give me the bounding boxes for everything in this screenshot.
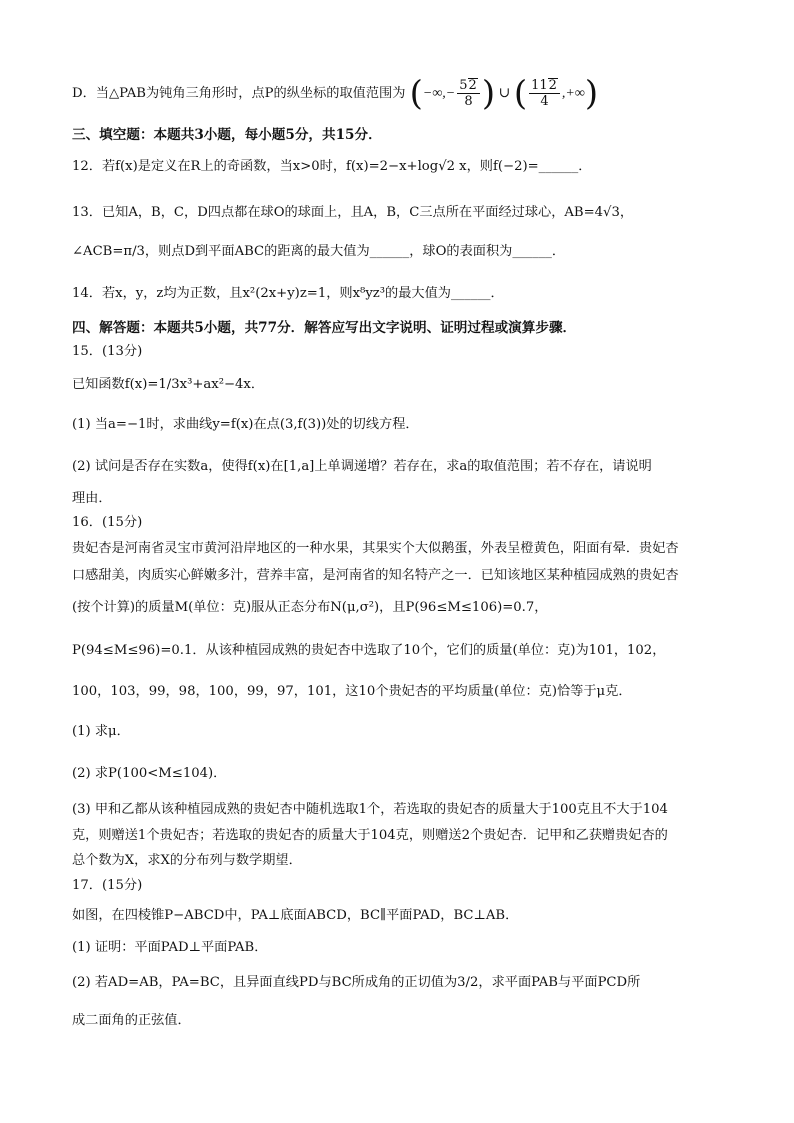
question-14: 14．若x，y，z均为正数，且x²(2x+y)z=1，则x⁸yz³的最大值为______． — [72, 286, 504, 301]
option-d-interval: (−∞,− $\frac{52}{8}$ ) ∪ ( $\frac{112}{4}$ ,+∞) — [409, 73, 599, 114]
question-16-stem-line1: 贵妃杏是河南省灵宝市黄河沿岸地区的一种水果，其果实个大似鹅蛋，外表呈橙黄色，阳面有晕．贵妃杏 — [72, 541, 679, 556]
question-16-stem-line3: (按个计算)的质量M(单位：克)服从正态分布N(μ,σ²)，且P(96≤M≤106)=0.7， — [72, 600, 548, 615]
option-d — [72, 73, 599, 114]
section3-header: 三、填空题：本题共3小题，每小题5分，共15分． — [72, 127, 382, 143]
question-15-part1: (1) 当a=−1时，求曲线y=f(x)在点(3,f(3))处的切线方程． — [72, 417, 419, 432]
option-d-text: D．当△PAB为钝角三角形时，点P的纵坐标的取值范围为 — [72, 86, 406, 101]
question-15-part2-line2: 理由． — [72, 491, 112, 506]
question-17-part1: (1) 证明：平面PAD⊥平面PAB． — [72, 940, 268, 955]
question-16-part2: (2) 求P(100<M≤104)． — [72, 766, 227, 781]
section4-header: 四、解答题：本题共5小题，共77分．解答应写出文字说明、证明过程或演算步骤． — [72, 320, 577, 336]
question-16-stem-line5: 100，103，99，98，100，99，97，101，这10个贵妃杏的平均质量(单位：克)恰等于μ克． — [72, 684, 632, 699]
question-16-stem-line4: P(94≤M≤96)=0.1．从该种植园成熟的贵妃杏中选取了10个，它们的质量(单位：克)为101，102， — [72, 643, 666, 658]
question-15-header: 15．(13分) — [72, 344, 143, 359]
question-17-part2-line1: (2) 若AD=AB，PA=BC，且异面直线PD与BC所成角的正切值为3/2，求平面PAB与平面PCD所 — [72, 975, 641, 990]
question-16-part1: (1) 求μ． — [72, 724, 130, 739]
question-17-header: 17．(15分) — [72, 878, 143, 893]
question-17-part2-line2: 成二面角的正弦值． — [72, 1013, 191, 1028]
question-17-stem: 如图，在四棱锥P−ABCD中，PA⊥底面ABCD，BC∥平面PAD，BC⊥AB． — [72, 908, 519, 923]
question-16-part3-line2: 克，则赠送1个贵妃杏；若选取的贵妃杏的质量大于104克，则赠送2个贵妃杏．记甲和乙获赠贵妃杏的 — [72, 828, 668, 843]
question-15-stem: 已知函数f(x)=1/3x³+ax²−4x． — [72, 377, 265, 392]
question-16-part3-line3: 总个数为X，求X的分布列与数学期望． — [72, 853, 302, 868]
question-12: 12．若f(x)是定义在R上的奇函数，当x>0时，f(x)=2−x+log√2 x，则f(−2)=______． — [72, 159, 592, 174]
question-16-part3-line1: (3) 甲和乙都从该种植园成熟的贵妃杏中随机选取1个，若选取的贵妃杏的质量大于100克且不大于104 — [72, 802, 668, 817]
question-13-line2: ∠ACB=π/3，则点D到平面ABC的距离的最大值为______，球O的表面积为______． — [72, 244, 566, 259]
question-16-header: 16．(15分) — [72, 515, 143, 530]
question-16-stem-line2: 口感甜美，肉质实心鲜嫩多汁，营养丰富，是河南省的知名特产之一．已知该地区某种植园成熟的贵妃杏 — [72, 568, 679, 583]
question-15-part2-line1: (2) 试问是否存在实数a，使得f(x)在[1,a]上单调递增？若存在，求a的取值范围；若不存在，请说明 — [72, 459, 652, 474]
question-13-line1: 13．已知A，B，C，D四点都在球O的球面上，且A，B，C三点所在平面经过球心，AB=4√3， — [72, 205, 634, 220]
